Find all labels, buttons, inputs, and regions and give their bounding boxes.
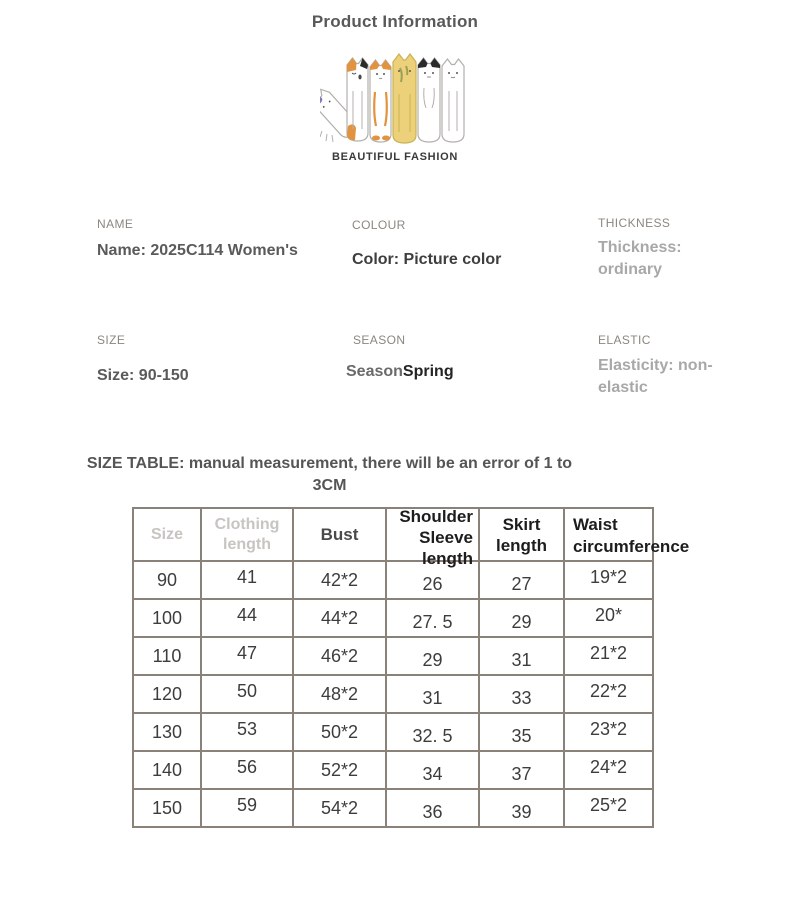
table-cell: 24*2 bbox=[564, 751, 653, 789]
table-cell: 31 bbox=[479, 637, 564, 675]
field-season-label: SEASON bbox=[353, 333, 406, 347]
field-name-value: Name: 2025C114 Women's bbox=[97, 242, 298, 259]
brand-name: BEAUTIFUL FASHION bbox=[332, 151, 458, 163]
field-season bbox=[346, 333, 581, 383]
table-row bbox=[133, 713, 653, 751]
col-header-skirt-length: Skirt length bbox=[479, 508, 564, 561]
table-cell: 31 bbox=[386, 675, 479, 713]
table-cell: 47 bbox=[201, 637, 293, 675]
season-prefix: Season bbox=[346, 363, 403, 380]
table-cell: 26 bbox=[386, 561, 479, 599]
field-thickness-label: THICKNESS bbox=[598, 216, 671, 230]
field-colour-label: COLOUR bbox=[352, 218, 406, 232]
table-cell: 44*2 bbox=[293, 599, 386, 637]
table-cell: 19*2 bbox=[564, 561, 653, 599]
season-main: Spring bbox=[402, 363, 454, 380]
table-cell: 34 bbox=[386, 751, 479, 789]
field-season-value bbox=[346, 361, 581, 383]
table-cell: 29 bbox=[479, 599, 564, 637]
col-header-size: Size bbox=[133, 508, 201, 561]
table-row bbox=[133, 751, 653, 789]
table-cell: 110 bbox=[133, 637, 201, 675]
table-row bbox=[133, 599, 653, 637]
field-thickness bbox=[598, 216, 726, 281]
table-cell: 32. 5 bbox=[386, 713, 479, 751]
field-size-value: Size: 90-150 bbox=[97, 367, 189, 384]
table-cell: 44 bbox=[201, 599, 293, 637]
field-elastic bbox=[598, 333, 730, 399]
field-name-label: NAME bbox=[97, 217, 134, 231]
field-name bbox=[97, 217, 309, 262]
table-cell: 36 bbox=[386, 789, 479, 827]
table-cell: 39 bbox=[479, 789, 564, 827]
size-table-heading bbox=[27, 453, 632, 497]
table-row bbox=[133, 637, 653, 675]
table-cell: 140 bbox=[133, 751, 201, 789]
table-cell: 42*2 bbox=[293, 561, 386, 599]
table-cell: 54*2 bbox=[293, 789, 386, 827]
table-cell: 59 bbox=[201, 789, 293, 827]
size-table-header-row bbox=[133, 508, 653, 561]
table-cell: 56 bbox=[201, 751, 293, 789]
table-cell: 48*2 bbox=[293, 675, 386, 713]
size-table bbox=[132, 507, 690, 828]
field-colour bbox=[352, 218, 587, 271]
table-cell: 21*2 bbox=[564, 637, 653, 675]
table-cell: 22*2 bbox=[564, 675, 653, 713]
field-elastic-value: Elasticity: non-elastic bbox=[598, 357, 713, 396]
table-cell: 50*2 bbox=[293, 713, 386, 751]
col-header-bust: Bust bbox=[293, 508, 386, 561]
size-table-heading-line2: 3CM bbox=[312, 477, 347, 494]
table-cell: 35 bbox=[479, 713, 564, 751]
table-cell: 150 bbox=[133, 789, 201, 827]
table-cell: 25*2 bbox=[564, 789, 653, 827]
table-cell: 52*2 bbox=[293, 751, 386, 789]
table-cell: 90 bbox=[133, 561, 201, 599]
table-row bbox=[133, 789, 653, 827]
field-elastic-label: ELASTIC bbox=[598, 333, 651, 347]
table-cell: 120 bbox=[133, 675, 201, 713]
table-cell: 23*2 bbox=[564, 713, 653, 751]
table-cell: 53 bbox=[201, 713, 293, 751]
field-size-label: SIZE bbox=[97, 333, 126, 347]
table-cell: 46*2 bbox=[293, 637, 386, 675]
field-thickness-value: Thickness: ordinary bbox=[598, 239, 682, 278]
table-cell: 33 bbox=[479, 675, 564, 713]
col-header-waist-circumference: Waist circumference bbox=[564, 508, 653, 561]
cats-illustration-icon bbox=[320, 46, 470, 146]
table-row bbox=[133, 675, 653, 713]
table-cell: 20* bbox=[564, 599, 653, 637]
table-cell: 100 bbox=[133, 599, 201, 637]
col-header-shoulder-sleeve-length: Shoulder Sleeve length bbox=[386, 508, 479, 561]
table-cell: 50 bbox=[201, 675, 293, 713]
col-header-clothing-length: Clothing length bbox=[201, 508, 293, 561]
page-title: Product Information bbox=[311, 12, 479, 31]
table-cell: 29 bbox=[386, 637, 479, 675]
field-colour-value: Color: Picture color bbox=[352, 251, 502, 268]
brand-logo bbox=[320, 46, 470, 163]
table-cell: 27. 5 bbox=[386, 599, 479, 637]
table-cell: 37 bbox=[479, 751, 564, 789]
table-cell: 130 bbox=[133, 713, 201, 751]
table-cell: 41 bbox=[201, 561, 293, 599]
table-cell: 27 bbox=[479, 561, 564, 599]
size-table-heading-line1: SIZE TABLE: manual measurement, there will be an error of 1 to bbox=[86, 455, 573, 472]
field-size bbox=[97, 333, 309, 387]
